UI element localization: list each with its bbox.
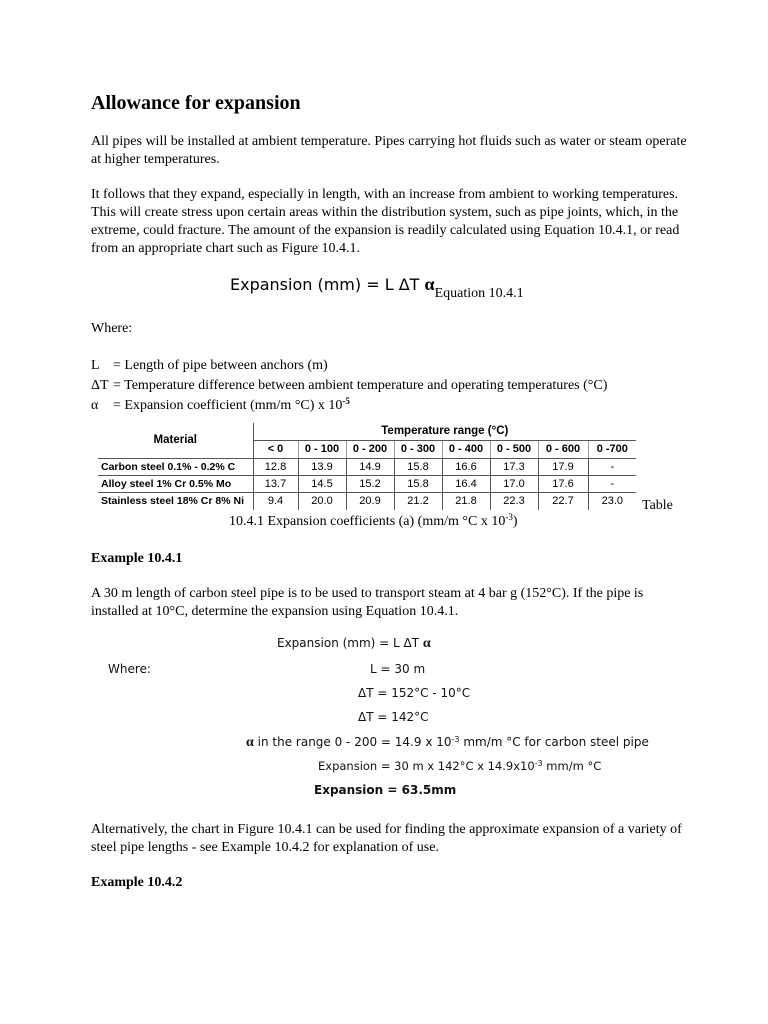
calc-length: L = 30 m [370,662,426,676]
material-cell: Carbon steel 0.1% - 0.2% C [98,458,253,475]
value-cell: 12.8 [253,458,298,475]
calc-substitution-units: mm/m °C [542,759,602,773]
material-cell: Stainless steel 18% Cr 8% Ni [98,492,253,510]
calc-expansion-result: Expansion = 63.5mm [314,783,457,797]
value-cell: 15.8 [394,475,442,492]
expansion-paragraph: It follows that they expand, especially in length, with an increase from ambient to working temperatures. This will create stress upon certain areas within the distribution system, such as pipe joints, which, in the extreme, could fracture. The amount of the expansion is readily calculated using Equation 10.4.1, or read from an appropriate chart such as Figure 10.4.1. [91,187,680,256]
table-caption-exponent: -3 [505,512,513,522]
definition-text: = Temperature difference between ambient temperature and operating temperatures (°C) [113,378,608,393]
column-header: < 0 [253,440,298,458]
material-header: Material [98,423,253,458]
value-cell: - [588,475,636,492]
calc-equation [277,636,431,652]
material-cell: Alloy steel 1% Cr 0.5% Mo [98,475,253,492]
table-caption-prefix: Table [642,498,673,513]
value-cell: 21.2 [394,492,442,510]
value-cell: 16.4 [442,475,490,492]
table-row [98,475,636,492]
column-header: 0 -700 [588,440,636,458]
equation-alpha: α [424,274,435,294]
calc-alpha-units: mm/m °C for carbon steel pipe [459,735,649,749]
value-cell: 23.0 [588,492,636,510]
equation-lhs: Expansion (mm) = L ΔT [230,275,425,294]
table-caption-close: ) [512,514,518,529]
value-cell: 22.3 [490,492,538,510]
calc-expansion-substitution [318,759,601,773]
column-header: 0 - 400 [442,440,490,458]
value-cell: 13.7 [253,475,298,492]
value-cell: 14.5 [298,475,346,492]
value-cell: 21.8 [442,492,490,510]
column-header: 0 - 100 [298,440,346,458]
definition-symbol: L [91,358,100,373]
calc-delta-t: ΔT = 152°C - 10°C [358,686,471,700]
page-title: Allowance for expansion [91,92,301,114]
example-problem-text: A 30 m length of carbon steel pipe is to be used to transport steam at 4 bar g (152°C). If the pipe is installed at 10°C, determine the expansion using Equation 10.4.1. [91,586,644,619]
value-cell: 15.2 [346,475,394,492]
value-cell: 20.0 [298,492,346,510]
definition-text: = Expansion coefficient (mm/m °C) x 10 [113,398,343,413]
value-cell: 17.0 [490,475,538,492]
calc-equation-lhs: Expansion (mm) = L ΔT [277,636,423,650]
calc-where-label: Where: [108,662,151,676]
column-header: 0 - 500 [490,440,538,458]
temperature-range-header: Temperature range (°C) [253,423,636,440]
table-row [98,492,636,510]
value-cell: 17.9 [538,458,588,475]
value-cell: 9.4 [267,495,284,508]
table-caption [229,514,518,530]
value-cell: 15.8 [394,458,442,475]
expansion-coefficient-table [98,423,636,510]
value-cell: 20.9 [346,492,394,510]
value-cell: 13.9 [298,458,346,475]
calc-alpha: α [422,636,431,651]
value-cell: 17.6 [538,475,588,492]
calc-delta-t-result: ΔT = 142°C [358,710,429,724]
equation-reference: Equation 10.4.1 [434,286,524,301]
definition-symbol: α [91,398,99,413]
alternative-paragraph: Alternatively, the chart in Figure 10.4.1 can be used for finding the approximate expansion of a variety of steel pipe lengths - see Example 10.4.2 for explanation of use. [91,822,682,855]
value-cell: 16.6 [442,458,490,475]
where-label: Where: [91,321,133,336]
definition-delta-t [91,376,607,396]
calc-substitution-exponent: -3 [534,759,543,768]
calc-alpha-symbol: α [246,735,254,750]
example-heading: Example 10.4.1 [91,551,183,566]
definition-exponent: -5 [342,396,350,406]
example-2-heading: Example 10.4.2 [91,875,183,890]
calc-alpha-exponent: -3 [451,735,460,744]
intro-paragraph: All pipes will be installed at ambient temperature. Pipes carrying hot fluids such as water or steam operate at higher temperatures. [91,134,687,167]
column-header: 0 - 600 [538,440,588,458]
definition-alpha [91,396,607,416]
expansion-equation [230,273,524,301]
definitions-list [91,356,607,416]
definition-symbol: ΔT [91,378,109,393]
value-cell: 17.3 [490,458,538,475]
calc-alpha-range [246,735,649,751]
calc-alpha-text: in the range 0 - 200 = 14.9 x 10 [253,735,452,749]
value-cell: - [588,458,636,475]
definition-l [91,356,607,376]
column-header: 0 - 300 [394,440,442,458]
definition-text: = Length of pipe between anchors (m) [113,358,328,373]
table-caption-text: 10.4.1 Expansion coefficients (a) (mm/m °C x 10 [229,514,506,529]
value-cell: 22.7 [538,492,588,510]
calc-substitution-text: Expansion = 30 m x 142°C x 14.9x10 [318,759,535,773]
table-row [98,458,636,475]
column-header: 0 - 200 [346,440,394,458]
value-cell: 14.9 [346,458,394,475]
